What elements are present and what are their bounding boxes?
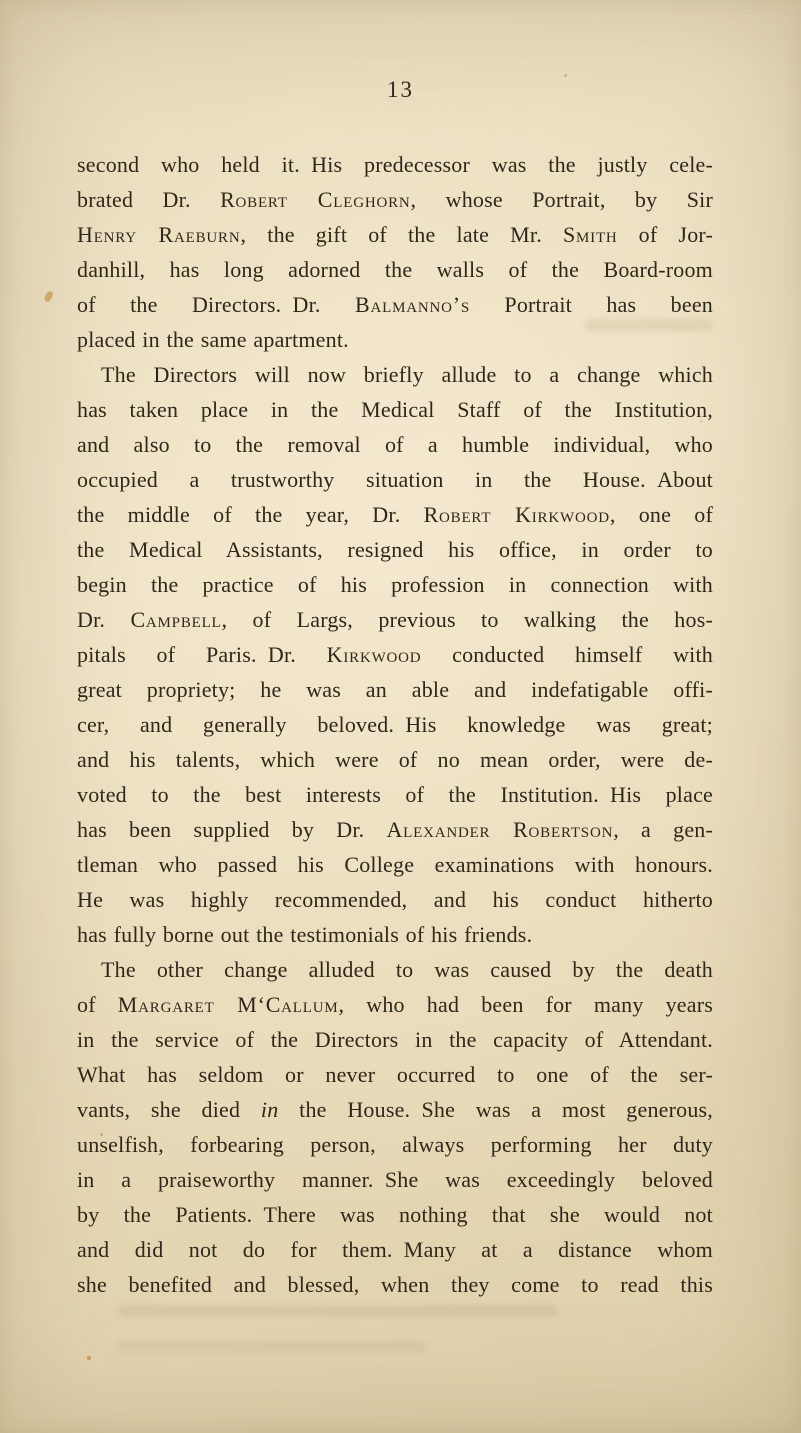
text-line — [77, 147, 713, 182]
text-segment: has taken place in the Medical Staff of the Institution, — [77, 397, 713, 422]
text-line — [77, 987, 713, 1022]
text-segment: and also to the removal of a humble individual, who — [77, 432, 713, 457]
text-segment: great propriety; he was an able and indefatigable offi- — [77, 677, 713, 702]
text-line — [77, 1197, 713, 1232]
text-segment: she benefited and blessed, when they come to read this — [77, 1272, 713, 1297]
page-number: 13 — [387, 77, 414, 102]
text-segment: begin the practice of his profession in connection with — [77, 572, 713, 597]
text-segment: the Medical Assistants, resigned his office, in order to — [77, 537, 713, 562]
text-segment: tleman who passed his College examinations with honours. — [77, 852, 713, 877]
text-line — [77, 707, 713, 742]
text-line — [77, 462, 713, 497]
text-segment: in a praiseworthy manner. She was exceedingly beloved — [77, 1167, 713, 1192]
margin-mark — [43, 290, 53, 303]
text-segment: of the Directors. Dr. — [77, 292, 355, 317]
text-line — [77, 812, 713, 847]
text-line — [77, 357, 713, 392]
text-line — [77, 287, 713, 322]
text-segment: second who held it. His predecessor was the justly cele- — [77, 152, 713, 177]
text-line — [77, 322, 713, 357]
showthrough-text — [118, 1305, 558, 1317]
text-line — [77, 847, 713, 882]
text-segment: has been supplied by Dr. — [77, 817, 387, 842]
text-segment: conducted himself with — [421, 642, 713, 667]
body-text — [77, 147, 713, 1302]
text-line — [77, 1022, 713, 1057]
text-segment: Dr. — [77, 607, 131, 632]
text-segment: , a gen- — [613, 817, 713, 842]
text-segment: voted to the best interests of the Institution. His place — [77, 782, 713, 807]
text-segment: occupied a trustworthy situation in the House. About — [77, 467, 713, 492]
text-segment: What has seldom or never occurred to one of the ser- — [77, 1062, 713, 1087]
small-caps-name: Campbell — [130, 607, 222, 632]
text-segment: of — [77, 992, 118, 1017]
small-caps-name: Henry Raeburn — [77, 222, 241, 247]
text-line — [77, 182, 713, 217]
text-segment: , whose Portrait, by Sir — [410, 187, 713, 212]
text-segment: The other change alluded to was caused by the death — [101, 957, 713, 982]
text-line — [77, 777, 713, 812]
paper-speck — [87, 1356, 91, 1360]
text-segment: the House. She was a most generous, — [278, 1097, 713, 1122]
small-caps-name: Smith — [563, 222, 618, 247]
text-segment: , one of — [609, 502, 713, 527]
text-line — [77, 1127, 713, 1162]
text-line — [77, 1092, 713, 1127]
text-line — [77, 637, 713, 672]
text-segment: , of Largs, previous to walking the hos- — [221, 607, 713, 632]
text-segment: vants, she died — [77, 1097, 261, 1122]
showthrough-text — [116, 1341, 426, 1352]
text-segment: pitals of Paris. Dr. — [77, 642, 327, 667]
text-segment: placed in the same apartment. — [77, 327, 349, 352]
text-segment: , the gift of the late Mr. — [240, 222, 563, 247]
small-caps-name: Kirkwood — [326, 642, 422, 667]
text-line — [77, 427, 713, 462]
text-line — [77, 1267, 713, 1302]
text-segment: of Jor- — [617, 222, 713, 247]
small-caps-name: Alexander Robertson — [386, 817, 614, 842]
text-line — [77, 952, 713, 987]
text-line — [77, 882, 713, 917]
text-segment: cer, and generally beloved. His knowledge was great; — [77, 712, 713, 737]
small-caps-name: Robert Cleghorn — [220, 187, 411, 212]
text-segment: by the Patients. There was nothing that she would not — [77, 1202, 713, 1227]
text-line — [77, 567, 713, 602]
small-caps-name: Robert Kirkwood — [423, 502, 610, 527]
text-line — [77, 1232, 713, 1267]
text-segment: in the service of the Directors in the capacity of Attendant. — [77, 1027, 713, 1052]
text-line — [77, 252, 713, 287]
text-segment: unselfish, forbearing person, always performing her duty — [77, 1132, 713, 1157]
small-caps-name: Margaret M‘Callum — [117, 992, 339, 1017]
text-line — [77, 217, 713, 252]
small-caps-name: Balmanno’s — [355, 292, 471, 317]
text-segment: the middle of the year, Dr. — [77, 502, 424, 527]
text-segment: , who had been for many years — [338, 992, 713, 1017]
text-line — [77, 672, 713, 707]
text-line — [77, 602, 713, 637]
text-line — [77, 392, 713, 427]
text-line — [77, 742, 713, 777]
text-segment: brated Dr. — [77, 187, 221, 212]
text-segment: and did not do for them. Many at a distance whom — [77, 1237, 713, 1262]
text-line — [77, 497, 713, 532]
italic-text: in — [260, 1097, 279, 1122]
text-segment: and his talents, which were of no mean order, were de- — [77, 747, 713, 772]
text-segment: has fully borne out the testimonials of his friends. — [77, 922, 533, 947]
text-line — [77, 532, 713, 567]
text-segment: danhill, has long adorned the walls of the Board-room — [77, 257, 713, 282]
text-segment: The Directors will now briefly allude to a change which — [101, 362, 713, 387]
text-line — [77, 917, 713, 952]
text-segment: He was highly recommended, and his conduct hitherto — [77, 887, 713, 912]
text-line — [77, 1057, 713, 1092]
text-line — [77, 1162, 713, 1197]
text-segment: Portrait has been — [470, 292, 713, 317]
